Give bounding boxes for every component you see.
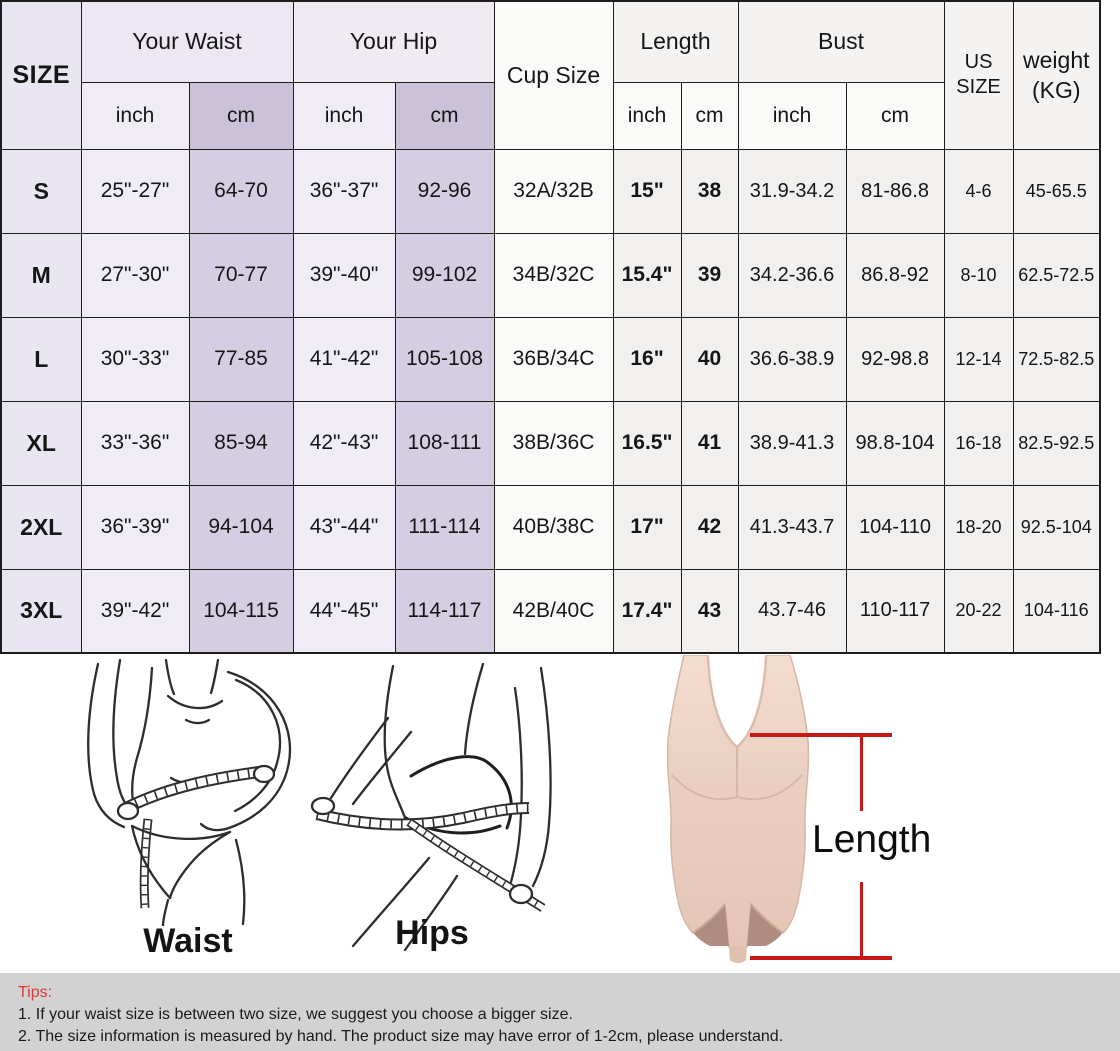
hips-figure-label: Hips <box>395 914 469 952</box>
us-size-line1: US <box>964 51 993 74</box>
table-cell: 12-14 <box>944 317 1013 401</box>
table-cell: XL <box>1 401 81 485</box>
table-cell: 114-117 <box>395 569 494 653</box>
table-cell: 94-104 <box>189 485 293 569</box>
table-cell: 108-111 <box>395 401 494 485</box>
table-cell: 38 <box>681 149 738 233</box>
subheader-bust-inch: inch <box>738 82 846 149</box>
length-measure-bottom-tick <box>750 956 892 960</box>
table-cell: 38B/36C <box>494 401 613 485</box>
table-cell: 70-77 <box>189 233 293 317</box>
right-hand <box>510 885 532 903</box>
table-row <box>1 149 1100 233</box>
table-cell: 17" <box>613 485 681 569</box>
table-cell: 92.5-104 <box>1013 485 1100 569</box>
table-cell: 92-98.8 <box>846 317 944 401</box>
length-measure-vertical-upper <box>860 733 863 811</box>
weight-line1: weight <box>1023 47 1090 74</box>
table-cell: 4-6 <box>944 149 1013 233</box>
tips-line-1: 1. If your waist size is between two size, we suggest you choose a bigger size. <box>18 1006 573 1023</box>
table-cell: 31.9-34.2 <box>738 149 846 233</box>
table-cell: 104-115 <box>189 569 293 653</box>
table-cell: 34.2-36.6 <box>738 233 846 317</box>
table-cell: 36.6-38.9 <box>738 317 846 401</box>
table-cell: 27"-30" <box>81 233 189 317</box>
table-cell: 42B/40C <box>494 569 613 653</box>
left-hand <box>312 798 334 814</box>
table-cell: 17.4" <box>613 569 681 653</box>
table-row <box>1 569 1100 653</box>
tips-bar <box>0 973 1120 1051</box>
table-cell: 41.3-43.7 <box>738 485 846 569</box>
subheader-waist-inch: inch <box>81 82 189 149</box>
table-cell: 81-86.8 <box>846 149 944 233</box>
subheader-hip-cm: cm <box>395 82 494 149</box>
column-header-length: Length <box>613 1 738 82</box>
table-cell: 8-10 <box>944 233 1013 317</box>
right-hand <box>254 766 274 782</box>
table-cell: 72.5-82.5 <box>1013 317 1100 401</box>
column-header-us-size <box>944 1 1013 149</box>
table-cell: 39"-40" <box>293 233 395 317</box>
table-cell: 25"-27" <box>81 149 189 233</box>
table-cell: 16" <box>613 317 681 401</box>
table-cell: 44"-45" <box>293 569 395 653</box>
subheader-waist-cm: cm <box>189 82 293 149</box>
us-size-line2: SIZE <box>956 76 1001 99</box>
column-header-your-hip: Your Hip <box>293 1 494 82</box>
bodysuit-crotch-tab <box>729 946 747 963</box>
subheader-hip-inch: inch <box>293 82 395 149</box>
length-measure-label: Length <box>812 818 932 861</box>
column-header-size: SIZE <box>1 1 81 149</box>
table-cell: 62.5-72.5 <box>1013 233 1100 317</box>
waist-figure-label: Waist <box>143 922 233 960</box>
table-cell: S <box>1 149 81 233</box>
table-cell: 99-102 <box>395 233 494 317</box>
table-cell: 30"-33" <box>81 317 189 401</box>
table-cell: 64-70 <box>189 149 293 233</box>
table-cell: 16-18 <box>944 401 1013 485</box>
table-cell: 34B/32C <box>494 233 613 317</box>
table-cell: 36B/34C <box>494 317 613 401</box>
table-cell: 38.9-41.3 <box>738 401 846 485</box>
table-cell: 77-85 <box>189 317 293 401</box>
table-cell: 33"-36" <box>81 401 189 485</box>
bodysuit-product-image <box>650 655 825 965</box>
table-cell: 45-65.5 <box>1013 149 1100 233</box>
table-cell: L <box>1 317 81 401</box>
table-header-group-row <box>1 1 1100 82</box>
table-cell: 36"-39" <box>81 485 189 569</box>
table-cell: 18-20 <box>944 485 1013 569</box>
table-cell: 41"-42" <box>293 317 395 401</box>
table-cell: 111-114 <box>395 485 494 569</box>
hips-measurement-illustration <box>293 656 568 956</box>
table-cell: 20-22 <box>944 569 1013 653</box>
table-cell: 41 <box>681 401 738 485</box>
subheader-length-inch: inch <box>613 82 681 149</box>
table-cell: 43"-44" <box>293 485 395 569</box>
tips-title: Tips: <box>18 984 53 1001</box>
left-hand <box>118 803 138 819</box>
table-cell: 3XL <box>1 569 81 653</box>
table-cell: M <box>1 233 81 317</box>
table-cell: 40 <box>681 317 738 401</box>
table-cell: 104-116 <box>1013 569 1100 653</box>
length-measure-top-tick <box>750 733 892 737</box>
waist-measurement-illustration <box>68 658 318 926</box>
table-cell: 105-108 <box>395 317 494 401</box>
table-cell: 43 <box>681 569 738 653</box>
length-measure-vertical-lower <box>860 882 863 960</box>
table-row <box>1 485 1100 569</box>
table-cell: 104-110 <box>846 485 944 569</box>
subheader-length-cm: cm <box>681 82 738 149</box>
table-cell: 36"-37" <box>293 149 395 233</box>
table-cell: 39 <box>681 233 738 317</box>
weight-line2: (KG) <box>1032 77 1081 104</box>
table-cell: 86.8-92 <box>846 233 944 317</box>
column-header-your-waist: Your Waist <box>81 1 293 82</box>
bodysuit-body <box>668 655 809 947</box>
table-cell: 43.7-46 <box>738 569 846 653</box>
table-cell: 32A/32B <box>494 149 613 233</box>
column-header-cup-size: Cup Size <box>494 1 613 149</box>
table-row <box>1 401 1100 485</box>
table-cell: 85-94 <box>189 401 293 485</box>
table-cell: 15" <box>613 149 681 233</box>
tips-line-2: 2. The size information is measured by hand. The product size may have error of 1-2cm, please understand. <box>18 1028 784 1045</box>
table-cell: 98.8-104 <box>846 401 944 485</box>
table-row <box>1 233 1100 317</box>
table-cell: 40B/38C <box>494 485 613 569</box>
table-row <box>1 317 1100 401</box>
table-cell: 15.4" <box>613 233 681 317</box>
table-cell: 110-117 <box>846 569 944 653</box>
column-header-weight <box>1013 1 1100 149</box>
table-cell: 39"-42" <box>81 569 189 653</box>
table-cell: 42"-43" <box>293 401 395 485</box>
table-cell: 82.5-92.5 <box>1013 401 1100 485</box>
table-cell: 16.5" <box>613 401 681 485</box>
column-header-bust: Bust <box>738 1 944 82</box>
table-cell: 2XL <box>1 485 81 569</box>
subheader-bust-cm: cm <box>846 82 944 149</box>
table-cell: 92-96 <box>395 149 494 233</box>
table-cell: 42 <box>681 485 738 569</box>
